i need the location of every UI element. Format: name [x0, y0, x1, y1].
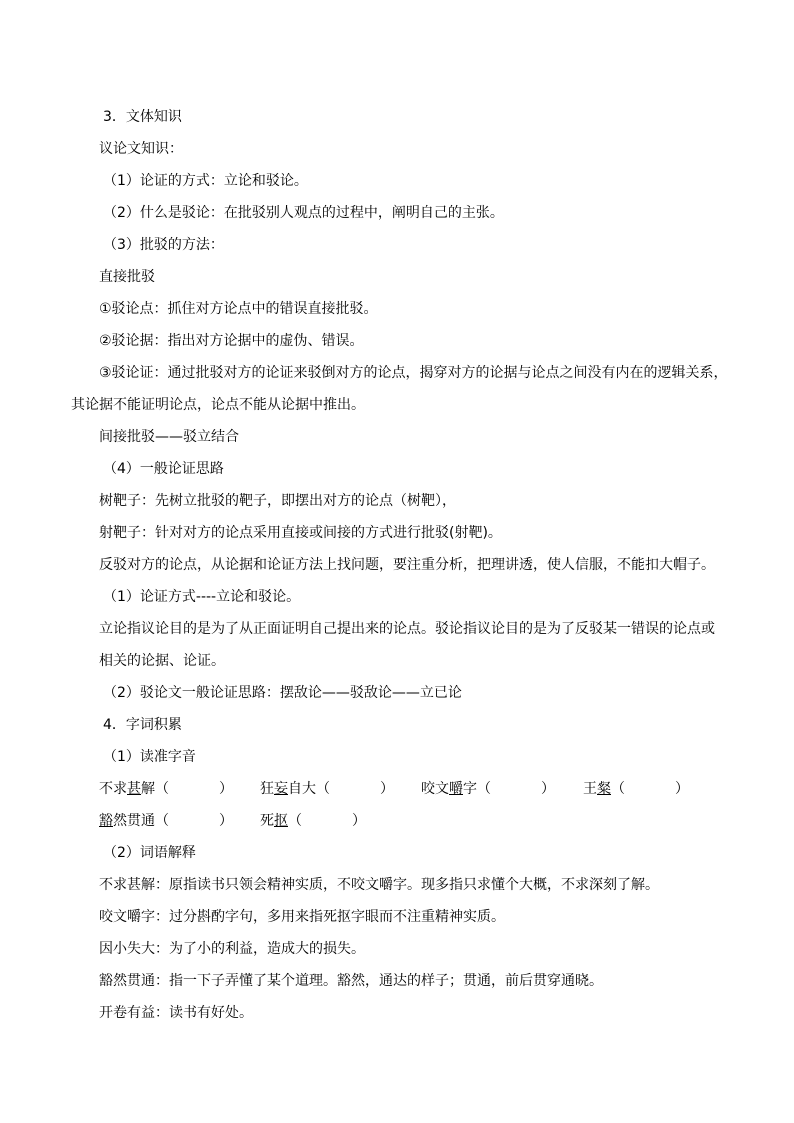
pronunciation-row-1	[99, 773, 737, 805]
vocab-huoranguantong: 豁然贯通：指一下子弄懂了某个道理。豁然，通达的样子；贯通，前后贯穿通晓。	[99, 973, 603, 989]
item-2-text: 什么是驳论：在批驳别人观点的过程中，阐明自己的主张。	[139, 205, 504, 221]
direct-rebuttal-point-3-line-1: ③驳论证：通过批驳对方的论证来驳倒对方的论点，揭穿对方的论据与论点之间没有内在的逻辑关系，	[99, 365, 728, 381]
item-4-text: 一般论证思路	[139, 461, 224, 477]
item-3-number: （3）	[103, 237, 140, 253]
vocab-kaijuanyouyi: 开卷有益：读书有好处。	[99, 1005, 253, 1021]
item-1-number: （1）	[103, 173, 140, 189]
item-4-number: （4）	[103, 461, 140, 477]
direct-rebuttal-point-1: ①驳论点：抓住对方论点中的错误直接批驳。	[99, 301, 378, 317]
pinyin-item-huoranguantong: 豁然贯通（ ）	[99, 813, 233, 829]
vocab-buqiushenjie: 不求甚解：原指读书只领会精神实质，不咬文嚼字。现多指只求懂个大概，不求深刻了解。	[99, 877, 659, 893]
section-3-heading: 3．文体知识	[103, 109, 182, 125]
direct-rebuttal-point-3-line-2: 其论据不能证明论点，论点不能从论据中推出。	[71, 397, 365, 413]
vocabulary-heading: （2）词语解释	[103, 845, 196, 861]
shoot-target-line: 射靶子：针对对方的论点采用直接或间接的方式进行批驳(射靶)。	[99, 525, 502, 541]
item-2	[99, 197, 737, 229]
review-paragraph-line-1: 立论指议论目的是为了从正面证明自己提出来的论点。驳论指议论目的是为了反驳某一错误的论点或	[99, 621, 715, 637]
pinyin-item-wangcan: 王粲（ ）	[583, 781, 689, 797]
item-3	[99, 229, 737, 261]
rebuttal-advice-line: 反驳对方的论点，从论据和论证方法上找问题，要注重分析，把理讲透，使人信服，不能扣大帽子。	[99, 557, 715, 573]
item-4	[99, 453, 737, 485]
set-target-line: 树靶子：先树立批驳的靶子，即摆出对方的论点（树靶），	[99, 493, 456, 509]
pinyin-item-yaowenjiaozi: 咬文嚼字（ ）	[421, 781, 555, 797]
review-paragraph-line-2: 相关的论据、论证。	[99, 653, 225, 669]
argument-knowledge-heading: 议论文知识：	[99, 141, 183, 157]
pinyin-item-sikou: 死抠（ ）	[260, 813, 366, 829]
review-item-1: （1）论证方式----立论和驳论。	[103, 589, 301, 605]
section-4-heading: 4．字词积累	[103, 717, 182, 733]
vocab-yinxiaoshida: 因小失大：为了小的利益，造成大的损失。	[99, 941, 365, 957]
pinyin-item-buqiushenjie: 不求甚解（ ）	[99, 781, 233, 797]
item-3-text: 批驳的方法：	[139, 237, 224, 253]
item-1	[99, 165, 737, 197]
pronunciation-heading: （1）读准字音	[103, 749, 196, 765]
indirect-rebuttal-heading: 间接批驳——驳立结合	[99, 429, 239, 445]
review-item-2: （2）驳论文一般论证思路：摆敌论——驳敌论——立已论	[103, 685, 462, 701]
direct-rebuttal-heading: 直接批驳	[99, 269, 155, 285]
item-2-number: （2）	[103, 205, 140, 221]
item-1-text: 论证的方式：立论和驳论。	[139, 173, 308, 189]
document-content	[71, 101, 737, 1029]
pinyin-item-kuangwangzida: 狂妄自大（ ）	[260, 781, 394, 797]
direct-rebuttal-point-2: ②驳论据：指出对方论据中的虚伪、错误。	[99, 333, 364, 349]
pronunciation-row-2	[99, 805, 737, 837]
vocab-yaowenjiaozi: 咬文嚼字：过分斟酌字句，多用来指死抠字眼而不注重精神实质。	[99, 909, 505, 925]
